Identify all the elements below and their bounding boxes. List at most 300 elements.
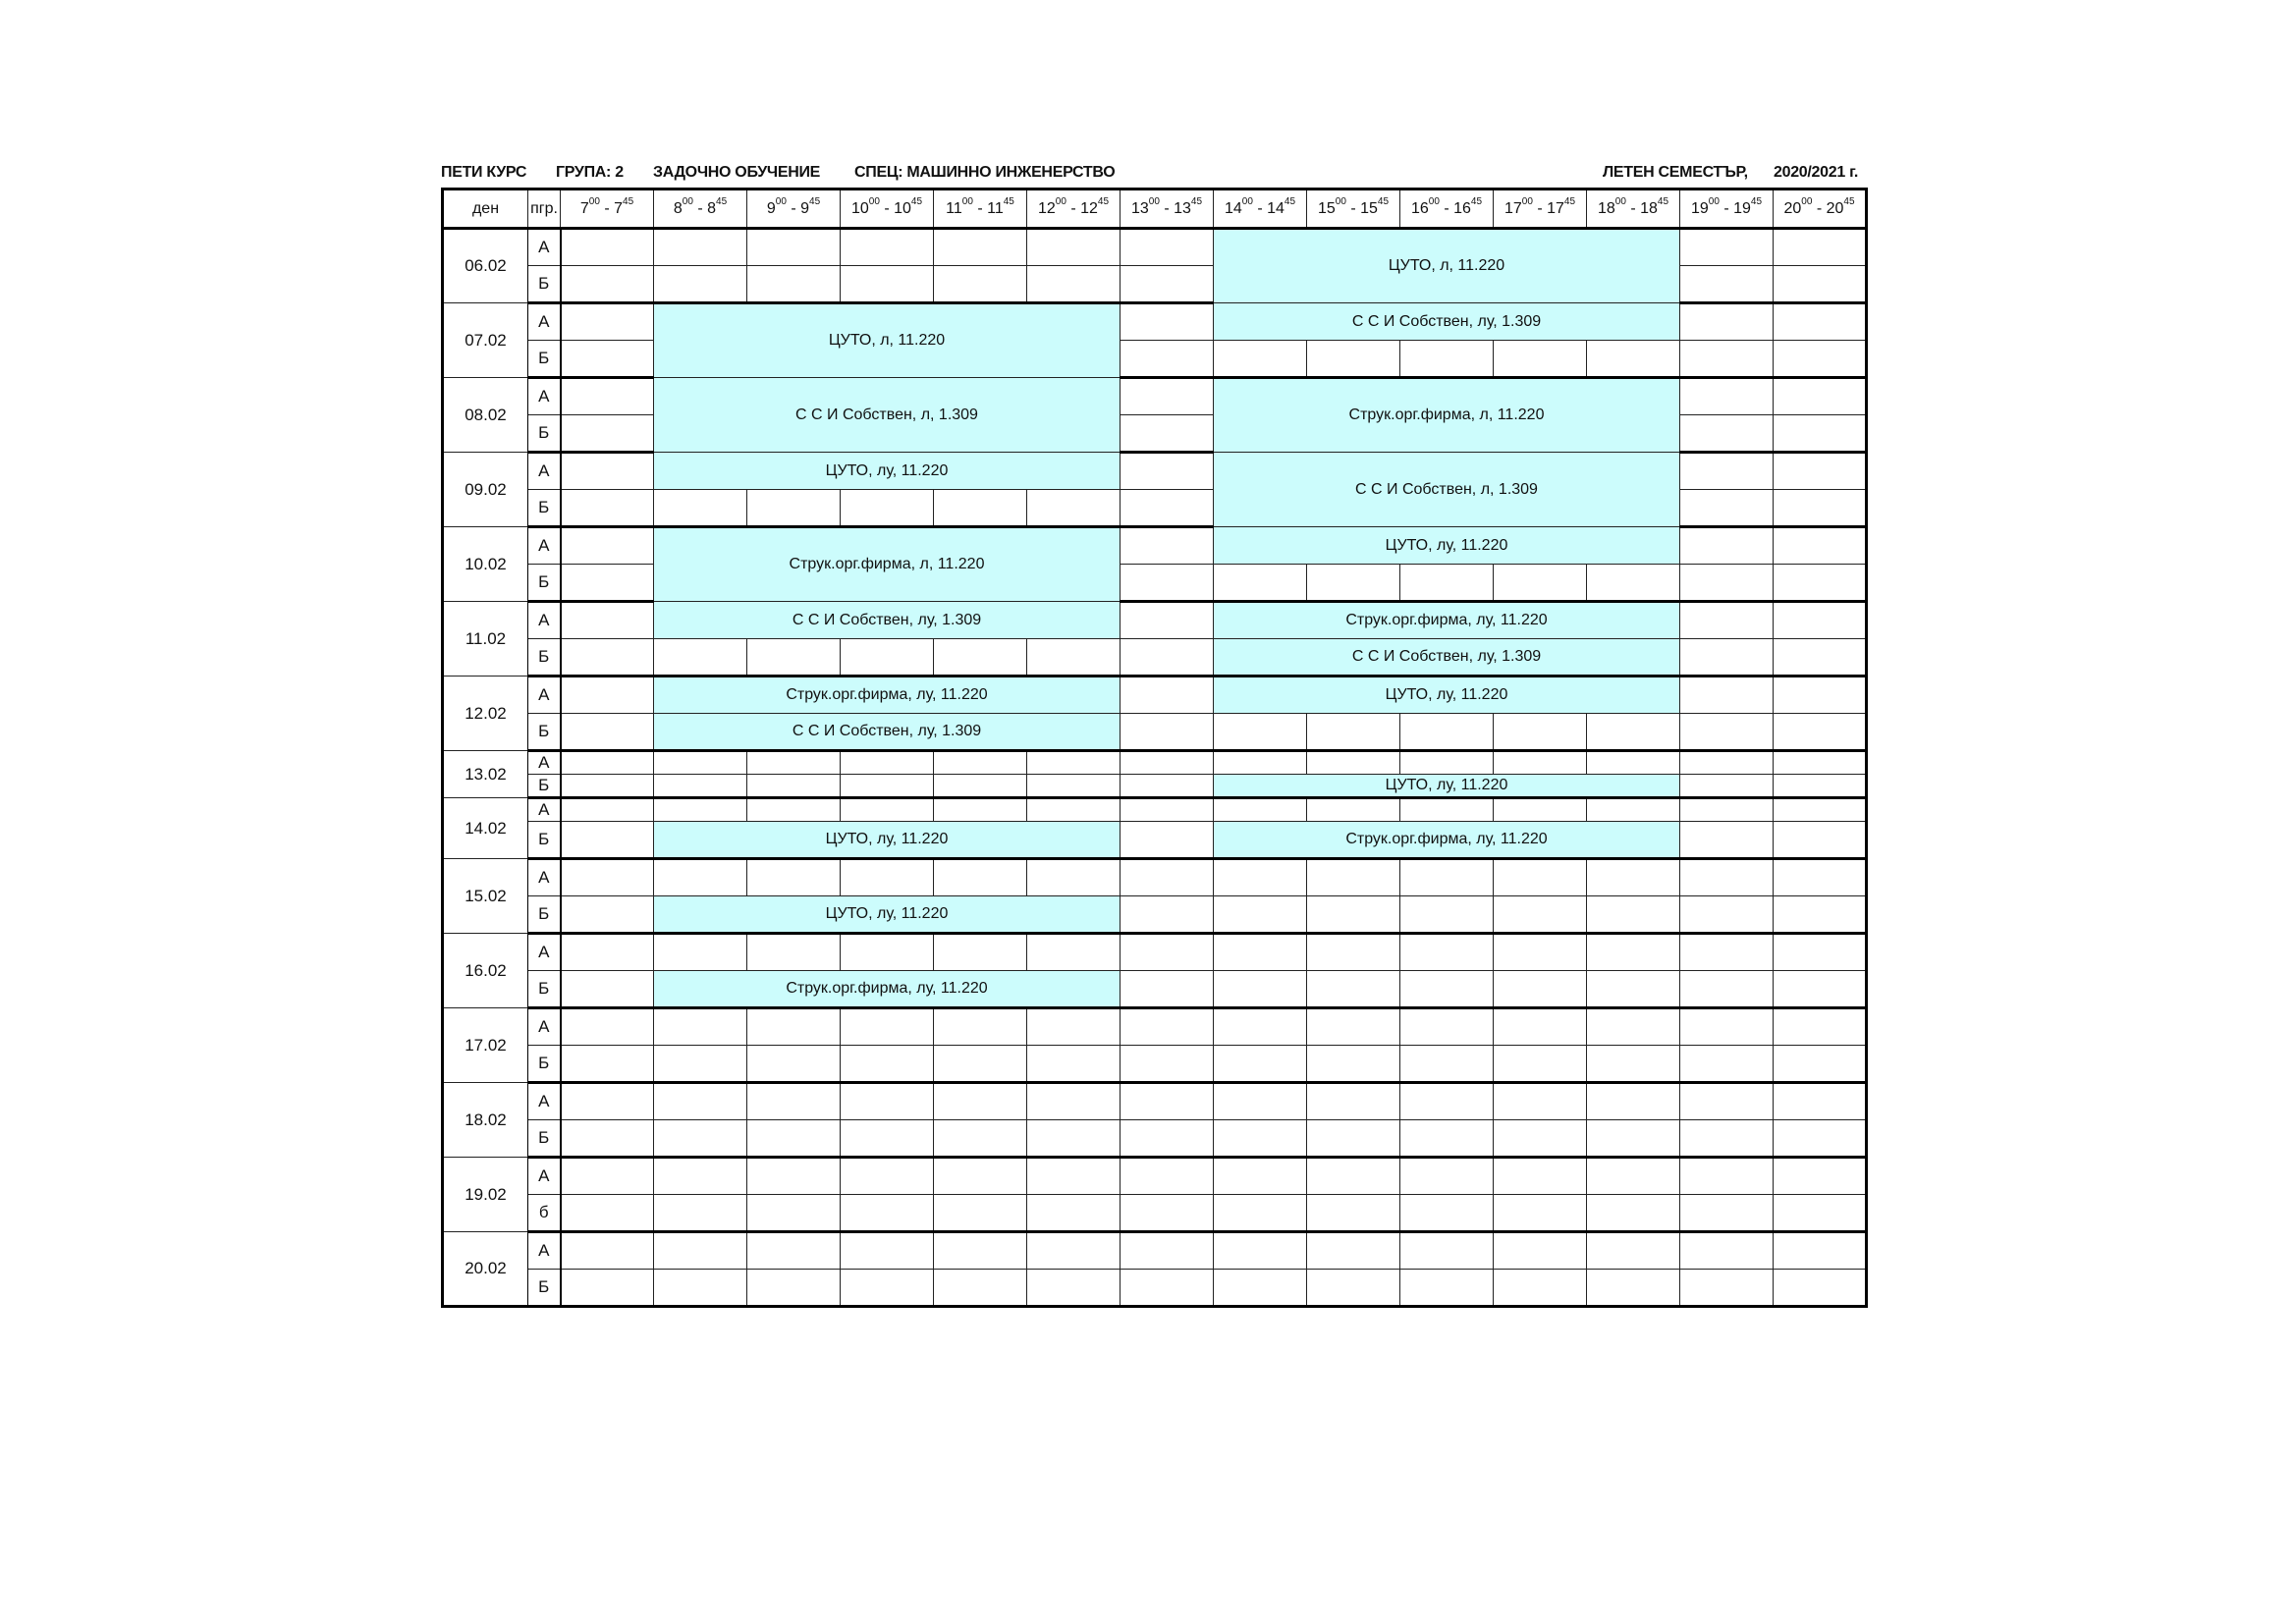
- schedule-row: [443, 1008, 1867, 1046]
- empty-slot-cell: [1680, 1046, 1774, 1083]
- empty-slot-cell: [1680, 798, 1774, 822]
- empty-slot-cell: [1680, 229, 1774, 266]
- empty-slot-cell: [1400, 1046, 1494, 1083]
- subgroup-cell: Б: [528, 490, 561, 527]
- empty-slot-cell: [1587, 934, 1680, 971]
- empty-slot-cell: [1121, 453, 1214, 490]
- class-event-cell: ЦУТО, лу, 11.220: [654, 896, 1121, 934]
- class-event-cell: ЦУТО, л, 11.220: [654, 303, 1121, 378]
- empty-slot-cell: [1587, 1270, 1680, 1307]
- empty-slot-cell: [1494, 751, 1587, 775]
- time-slot-header: $10^{00} - 10^{45}$: [841, 189, 934, 229]
- empty-slot-cell: [841, 1158, 934, 1195]
- empty-slot-cell: [1027, 1158, 1121, 1195]
- empty-slot-cell: [561, 896, 654, 934]
- empty-slot-cell: [1494, 859, 1587, 896]
- empty-slot-cell: [1400, 1195, 1494, 1232]
- empty-slot-cell: [747, 1195, 841, 1232]
- subgroup-cell: А: [528, 303, 561, 341]
- empty-slot-cell: [1121, 822, 1214, 859]
- empty-slot-cell: [1494, 1120, 1587, 1158]
- day-date-cell: 08.02: [443, 378, 528, 453]
- empty-slot-cell: [934, 934, 1027, 971]
- day-date-cell: 18.02: [443, 1083, 528, 1158]
- empty-slot-cell: [654, 229, 747, 266]
- study-mode-label: ЗАДОЧНО ОБУЧЕНИЕ: [653, 164, 821, 181]
- subgroup-cell: Б: [528, 714, 561, 751]
- schedule-table: [441, 188, 1868, 1308]
- day-date-cell: 06.02: [443, 229, 528, 303]
- empty-slot-cell: [1680, 1195, 1774, 1232]
- empty-slot-cell: [1027, 775, 1121, 798]
- empty-slot-cell: [1400, 859, 1494, 896]
- class-event-cell: ЦУТО, лу, 11.220: [1214, 527, 1680, 565]
- time-slot-header: $19^{00} - 19^{45}$: [1680, 189, 1774, 229]
- empty-slot-cell: [1587, 896, 1680, 934]
- empty-slot-cell: [1214, 751, 1307, 775]
- empty-slot-cell: [1774, 415, 1867, 453]
- empty-slot-cell: [1121, 971, 1214, 1008]
- empty-slot-cell: [1680, 1158, 1774, 1195]
- empty-slot-cell: [747, 1046, 841, 1083]
- empty-slot-cell: [841, 1195, 934, 1232]
- empty-slot-cell: [1587, 1158, 1680, 1195]
- subgroup-cell: Б: [528, 639, 561, 677]
- schedule-row: [443, 1120, 1867, 1158]
- day-date-cell: 13.02: [443, 751, 528, 798]
- empty-slot-cell: [561, 565, 654, 602]
- empty-slot-cell: [934, 1120, 1027, 1158]
- empty-slot-cell: [1774, 341, 1867, 378]
- empty-slot-cell: [1680, 1232, 1774, 1270]
- empty-slot-cell: [934, 1232, 1027, 1270]
- empty-slot-cell: [1214, 341, 1307, 378]
- empty-slot-cell: [934, 266, 1027, 303]
- empty-slot-cell: [1494, 1195, 1587, 1232]
- empty-slot-cell: [561, 453, 654, 490]
- empty-slot-cell: [561, 1008, 654, 1046]
- empty-slot-cell: [1121, 859, 1214, 896]
- empty-slot-cell: [1774, 1195, 1867, 1232]
- empty-slot-cell: [654, 1083, 747, 1120]
- schedule-row: [443, 1083, 1867, 1120]
- empty-slot-cell: [1774, 1083, 1867, 1120]
- empty-slot-cell: [1494, 934, 1587, 971]
- empty-slot-cell: [934, 751, 1027, 775]
- empty-slot-cell: [1680, 1120, 1774, 1158]
- class-event-cell: Струк.орг.фирма, лу, 11.220: [1214, 822, 1680, 859]
- day-date-cell: 17.02: [443, 1008, 528, 1083]
- empty-slot-cell: [1494, 714, 1587, 751]
- empty-slot-cell: [1680, 971, 1774, 1008]
- empty-slot-cell: [654, 1120, 747, 1158]
- schedule-row: [443, 1158, 1867, 1195]
- empty-slot-cell: [1121, 1008, 1214, 1046]
- empty-slot-cell: [1214, 1195, 1307, 1232]
- empty-slot-cell: [1587, 1083, 1680, 1120]
- empty-slot-cell: [1494, 971, 1587, 1008]
- day-date-cell: 19.02: [443, 1158, 528, 1232]
- empty-slot-cell: [1307, 1270, 1400, 1307]
- class-event-cell: С С И Собствен, л, 1.309: [654, 378, 1121, 453]
- empty-slot-cell: [1121, 378, 1214, 415]
- empty-slot-cell: [654, 1158, 747, 1195]
- class-event-cell: ЦУТО, лу, 11.220: [1214, 775, 1680, 798]
- subgroup-cell: А: [528, 1083, 561, 1120]
- empty-slot-cell: [1587, 1046, 1680, 1083]
- subgroup-cell: Б: [528, 1270, 561, 1307]
- subgroup-cell: А: [528, 527, 561, 565]
- empty-slot-cell: [1027, 751, 1121, 775]
- day-date-cell: 20.02: [443, 1232, 528, 1307]
- empty-slot-cell: [1494, 1008, 1587, 1046]
- empty-slot-cell: [1214, 1158, 1307, 1195]
- class-event-cell: Струк.орг.фирма, л, 11.220: [1214, 378, 1680, 453]
- empty-slot-cell: [1214, 1008, 1307, 1046]
- empty-slot-cell: [654, 266, 747, 303]
- subgroup-cell: А: [528, 1232, 561, 1270]
- time-slot-header: $8^{00} - 8^{45}$: [654, 189, 747, 229]
- empty-slot-cell: [934, 1046, 1027, 1083]
- empty-slot-cell: [1494, 798, 1587, 822]
- empty-slot-cell: [561, 934, 654, 971]
- schedule-body: [443, 229, 1867, 1307]
- schedule-row: [443, 229, 1867, 266]
- empty-slot-cell: [934, 490, 1027, 527]
- empty-slot-cell: [561, 677, 654, 714]
- empty-slot-cell: [1400, 1232, 1494, 1270]
- empty-slot-cell: [561, 1120, 654, 1158]
- class-event-cell: Струк.орг.фирма, лу, 11.220: [654, 971, 1121, 1008]
- empty-slot-cell: [654, 775, 747, 798]
- empty-slot-cell: [1774, 859, 1867, 896]
- empty-slot-cell: [1680, 378, 1774, 415]
- empty-slot-cell: [561, 971, 654, 1008]
- empty-slot-cell: [1307, 896, 1400, 934]
- subgroup-cell: А: [528, 798, 561, 822]
- empty-slot-cell: [561, 490, 654, 527]
- empty-slot-cell: [1494, 1232, 1587, 1270]
- class-event-cell: Струк.орг.фирма, лу, 11.220: [1214, 602, 1680, 639]
- empty-slot-cell: [1027, 490, 1121, 527]
- empty-slot-cell: [1121, 1120, 1214, 1158]
- empty-slot-cell: [1774, 229, 1867, 266]
- empty-slot-cell: [561, 751, 654, 775]
- empty-slot-cell: [1774, 1158, 1867, 1195]
- empty-slot-cell: [1680, 266, 1774, 303]
- empty-slot-cell: [1121, 751, 1214, 775]
- day-date-cell: 11.02: [443, 602, 528, 677]
- time-slot-header: $9^{00} - 9^{45}$: [747, 189, 841, 229]
- empty-slot-cell: [1400, 565, 1494, 602]
- empty-slot-cell: [1214, 971, 1307, 1008]
- empty-slot-cell: [747, 798, 841, 822]
- empty-slot-cell: [561, 415, 654, 453]
- empty-slot-cell: [1774, 565, 1867, 602]
- empty-slot-cell: [561, 859, 654, 896]
- empty-slot-cell: [1214, 565, 1307, 602]
- empty-slot-cell: [654, 1008, 747, 1046]
- empty-slot-cell: [747, 1270, 841, 1307]
- empty-slot-cell: [1774, 677, 1867, 714]
- empty-slot-cell: [1121, 677, 1214, 714]
- schedule-row: [443, 896, 1867, 934]
- empty-slot-cell: [1027, 1008, 1121, 1046]
- empty-slot-cell: [841, 751, 934, 775]
- empty-slot-cell: [561, 1046, 654, 1083]
- empty-slot-cell: [1494, 896, 1587, 934]
- empty-slot-cell: [1494, 1270, 1587, 1307]
- empty-slot-cell: [1587, 1120, 1680, 1158]
- empty-slot-cell: [841, 859, 934, 896]
- group-column-header: пгр.: [528, 189, 561, 229]
- empty-slot-cell: [934, 798, 1027, 822]
- empty-slot-cell: [1307, 341, 1400, 378]
- empty-slot-cell: [841, 639, 934, 677]
- empty-slot-cell: [654, 859, 747, 896]
- subgroup-cell: Б: [528, 971, 561, 1008]
- empty-slot-cell: [1307, 1046, 1400, 1083]
- empty-slot-cell: [1680, 859, 1774, 896]
- empty-slot-cell: [1400, 714, 1494, 751]
- empty-slot-cell: [934, 639, 1027, 677]
- empty-slot-cell: [1774, 639, 1867, 677]
- empty-slot-cell: [1307, 971, 1400, 1008]
- empty-slot-cell: [841, 1270, 934, 1307]
- schedule-header: [441, 162, 1870, 184]
- empty-slot-cell: [1121, 266, 1214, 303]
- empty-slot-cell: [1214, 714, 1307, 751]
- empty-slot-cell: [1121, 1158, 1214, 1195]
- empty-slot-cell: [1214, 1232, 1307, 1270]
- empty-slot-cell: [1121, 934, 1214, 971]
- course-label: ПЕТИ КУРС: [441, 164, 527, 181]
- empty-slot-cell: [1680, 1083, 1774, 1120]
- empty-slot-cell: [561, 639, 654, 677]
- group-label: ГРУПА: 2: [556, 164, 624, 181]
- empty-slot-cell: [1121, 639, 1214, 677]
- subgroup-cell: А: [528, 229, 561, 266]
- empty-slot-cell: [654, 934, 747, 971]
- class-event-cell: ЦУТО, лу, 11.220: [654, 822, 1121, 859]
- time-slot-header: $11^{00} - 11^{45}$: [934, 189, 1027, 229]
- empty-slot-cell: [841, 1083, 934, 1120]
- empty-slot-cell: [747, 266, 841, 303]
- empty-slot-cell: [561, 1195, 654, 1232]
- day-date-cell: 15.02: [443, 859, 528, 934]
- empty-slot-cell: [1774, 971, 1867, 1008]
- schedule-row: [443, 751, 1867, 775]
- time-slot-header: $20^{00} - 20^{45}$: [1774, 189, 1867, 229]
- empty-slot-cell: [1121, 1195, 1214, 1232]
- empty-slot-cell: [934, 229, 1027, 266]
- subgroup-cell: А: [528, 677, 561, 714]
- header-row: [443, 189, 1867, 229]
- schedule-row: [443, 1270, 1867, 1307]
- empty-slot-cell: [561, 775, 654, 798]
- empty-slot-cell: [1307, 1195, 1400, 1232]
- empty-slot-cell: [1494, 565, 1587, 602]
- empty-slot-cell: [747, 1008, 841, 1046]
- subgroup-cell: А: [528, 751, 561, 775]
- time-slot-header: $15^{00} - 15^{45}$: [1307, 189, 1400, 229]
- empty-slot-cell: [1680, 714, 1774, 751]
- time-slot-header: $7^{00} - 7^{45}$: [561, 189, 654, 229]
- empty-slot-cell: [654, 751, 747, 775]
- empty-slot-cell: [1027, 1046, 1121, 1083]
- empty-slot-cell: [934, 859, 1027, 896]
- empty-slot-cell: [1774, 896, 1867, 934]
- empty-slot-cell: [1587, 859, 1680, 896]
- empty-slot-cell: [934, 1008, 1027, 1046]
- empty-slot-cell: [747, 775, 841, 798]
- schedule-row: [443, 859, 1867, 896]
- empty-slot-cell: [1121, 565, 1214, 602]
- time-slot-header: $13^{00} - 13^{45}$: [1121, 189, 1214, 229]
- empty-slot-cell: [1121, 775, 1214, 798]
- schedule-row: [443, 971, 1867, 1008]
- empty-slot-cell: [1027, 1270, 1121, 1307]
- empty-slot-cell: [747, 1158, 841, 1195]
- empty-slot-cell: [1680, 565, 1774, 602]
- day-date-cell: 14.02: [443, 798, 528, 859]
- empty-slot-cell: [1307, 565, 1400, 602]
- empty-slot-cell: [1121, 415, 1214, 453]
- empty-slot-cell: [1400, 896, 1494, 934]
- class-event-cell: ЦУТО, лу, 11.220: [1214, 677, 1680, 714]
- empty-slot-cell: [1027, 1232, 1121, 1270]
- empty-slot-cell: [747, 1232, 841, 1270]
- empty-slot-cell: [1680, 822, 1774, 859]
- empty-slot-cell: [1494, 341, 1587, 378]
- schedule-row: [443, 677, 1867, 714]
- empty-slot-cell: [1121, 602, 1214, 639]
- empty-slot-cell: [561, 341, 654, 378]
- empty-slot-cell: [1214, 896, 1307, 934]
- empty-slot-cell: [747, 859, 841, 896]
- empty-slot-cell: [1774, 775, 1867, 798]
- empty-slot-cell: [934, 1083, 1027, 1120]
- empty-slot-cell: [1027, 639, 1121, 677]
- academic-year-label: 2020/2021 г.: [1774, 164, 1858, 181]
- empty-slot-cell: [654, 798, 747, 822]
- empty-slot-cell: [1587, 1195, 1680, 1232]
- empty-slot-cell: [1680, 303, 1774, 341]
- subgroup-cell: А: [528, 602, 561, 639]
- schedule-head: [443, 189, 1867, 229]
- empty-slot-cell: [1774, 1008, 1867, 1046]
- empty-slot-cell: [561, 527, 654, 565]
- schedule-row: [443, 934, 1867, 971]
- empty-slot-cell: [1400, 1083, 1494, 1120]
- semester-label: ЛЕТЕН СЕМЕСТЪР,: [1603, 164, 1748, 181]
- empty-slot-cell: [1587, 714, 1680, 751]
- empty-slot-cell: [1307, 1158, 1400, 1195]
- empty-slot-cell: [1774, 822, 1867, 859]
- empty-slot-cell: [1400, 1008, 1494, 1046]
- empty-slot-cell: [1774, 714, 1867, 751]
- empty-slot-cell: [1680, 341, 1774, 378]
- empty-slot-cell: [841, 1232, 934, 1270]
- subgroup-cell: Б: [528, 266, 561, 303]
- empty-slot-cell: [654, 1195, 747, 1232]
- empty-slot-cell: [561, 1270, 654, 1307]
- empty-slot-cell: [1774, 1270, 1867, 1307]
- time-slot-header: $17^{00} - 17^{45}$: [1494, 189, 1587, 229]
- empty-slot-cell: [1494, 1046, 1587, 1083]
- empty-slot-cell: [747, 490, 841, 527]
- day-date-cell: 10.02: [443, 527, 528, 602]
- empty-slot-cell: [1214, 1046, 1307, 1083]
- empty-slot-cell: [1027, 266, 1121, 303]
- schedule-row: [443, 1195, 1867, 1232]
- subgroup-cell: Б: [528, 896, 561, 934]
- empty-slot-cell: [1400, 934, 1494, 971]
- empty-slot-cell: [841, 775, 934, 798]
- empty-slot-cell: [1774, 378, 1867, 415]
- subgroup-cell: Б: [528, 1120, 561, 1158]
- empty-slot-cell: [1121, 527, 1214, 565]
- time-slot-header: $14^{00} - 14^{45}$: [1214, 189, 1307, 229]
- empty-slot-cell: [1027, 1083, 1121, 1120]
- time-slot-header: $12^{00} - 12^{45}$: [1027, 189, 1121, 229]
- empty-slot-cell: [1121, 1232, 1214, 1270]
- empty-slot-cell: [1121, 1083, 1214, 1120]
- empty-slot-cell: [1680, 602, 1774, 639]
- class-event-cell: Струк.орг.фирма, л, 11.220: [654, 527, 1121, 602]
- empty-slot-cell: [1587, 971, 1680, 1008]
- schedule-row: [443, 775, 1867, 798]
- empty-slot-cell: [1774, 266, 1867, 303]
- empty-slot-cell: [1774, 490, 1867, 527]
- empty-slot-cell: [841, 266, 934, 303]
- empty-slot-cell: [1680, 639, 1774, 677]
- empty-slot-cell: [747, 229, 841, 266]
- empty-slot-cell: [1027, 1120, 1121, 1158]
- schedule-row: [443, 378, 1867, 415]
- empty-slot-cell: [1774, 602, 1867, 639]
- schedule-row: [443, 714, 1867, 751]
- subgroup-cell: Б: [528, 775, 561, 798]
- empty-slot-cell: [1587, 1232, 1680, 1270]
- subgroup-cell: А: [528, 859, 561, 896]
- class-event-cell: С С И Собствен, лу, 1.309: [1214, 303, 1680, 341]
- empty-slot-cell: [1680, 453, 1774, 490]
- subgroup-cell: Б: [528, 565, 561, 602]
- empty-slot-cell: [841, 1046, 934, 1083]
- empty-slot-cell: [1680, 490, 1774, 527]
- empty-slot-cell: [1774, 934, 1867, 971]
- empty-slot-cell: [841, 798, 934, 822]
- empty-slot-cell: [1307, 934, 1400, 971]
- empty-slot-cell: [1121, 1270, 1214, 1307]
- class-event-cell: С С И Собствен, л, 1.309: [1214, 453, 1680, 527]
- empty-slot-cell: [1214, 934, 1307, 971]
- subgroup-cell: А: [528, 1158, 561, 1195]
- schedule-row: [443, 303, 1867, 341]
- empty-slot-cell: [1027, 934, 1121, 971]
- empty-slot-cell: [747, 639, 841, 677]
- empty-slot-cell: [1121, 1046, 1214, 1083]
- empty-slot-cell: [1214, 1270, 1307, 1307]
- empty-slot-cell: [1307, 751, 1400, 775]
- empty-slot-cell: [1121, 490, 1214, 527]
- subgroup-cell: А: [528, 934, 561, 971]
- schedule-row: [443, 639, 1867, 677]
- subgroup-cell: А: [528, 1008, 561, 1046]
- empty-slot-cell: [1121, 896, 1214, 934]
- empty-slot-cell: [654, 1270, 747, 1307]
